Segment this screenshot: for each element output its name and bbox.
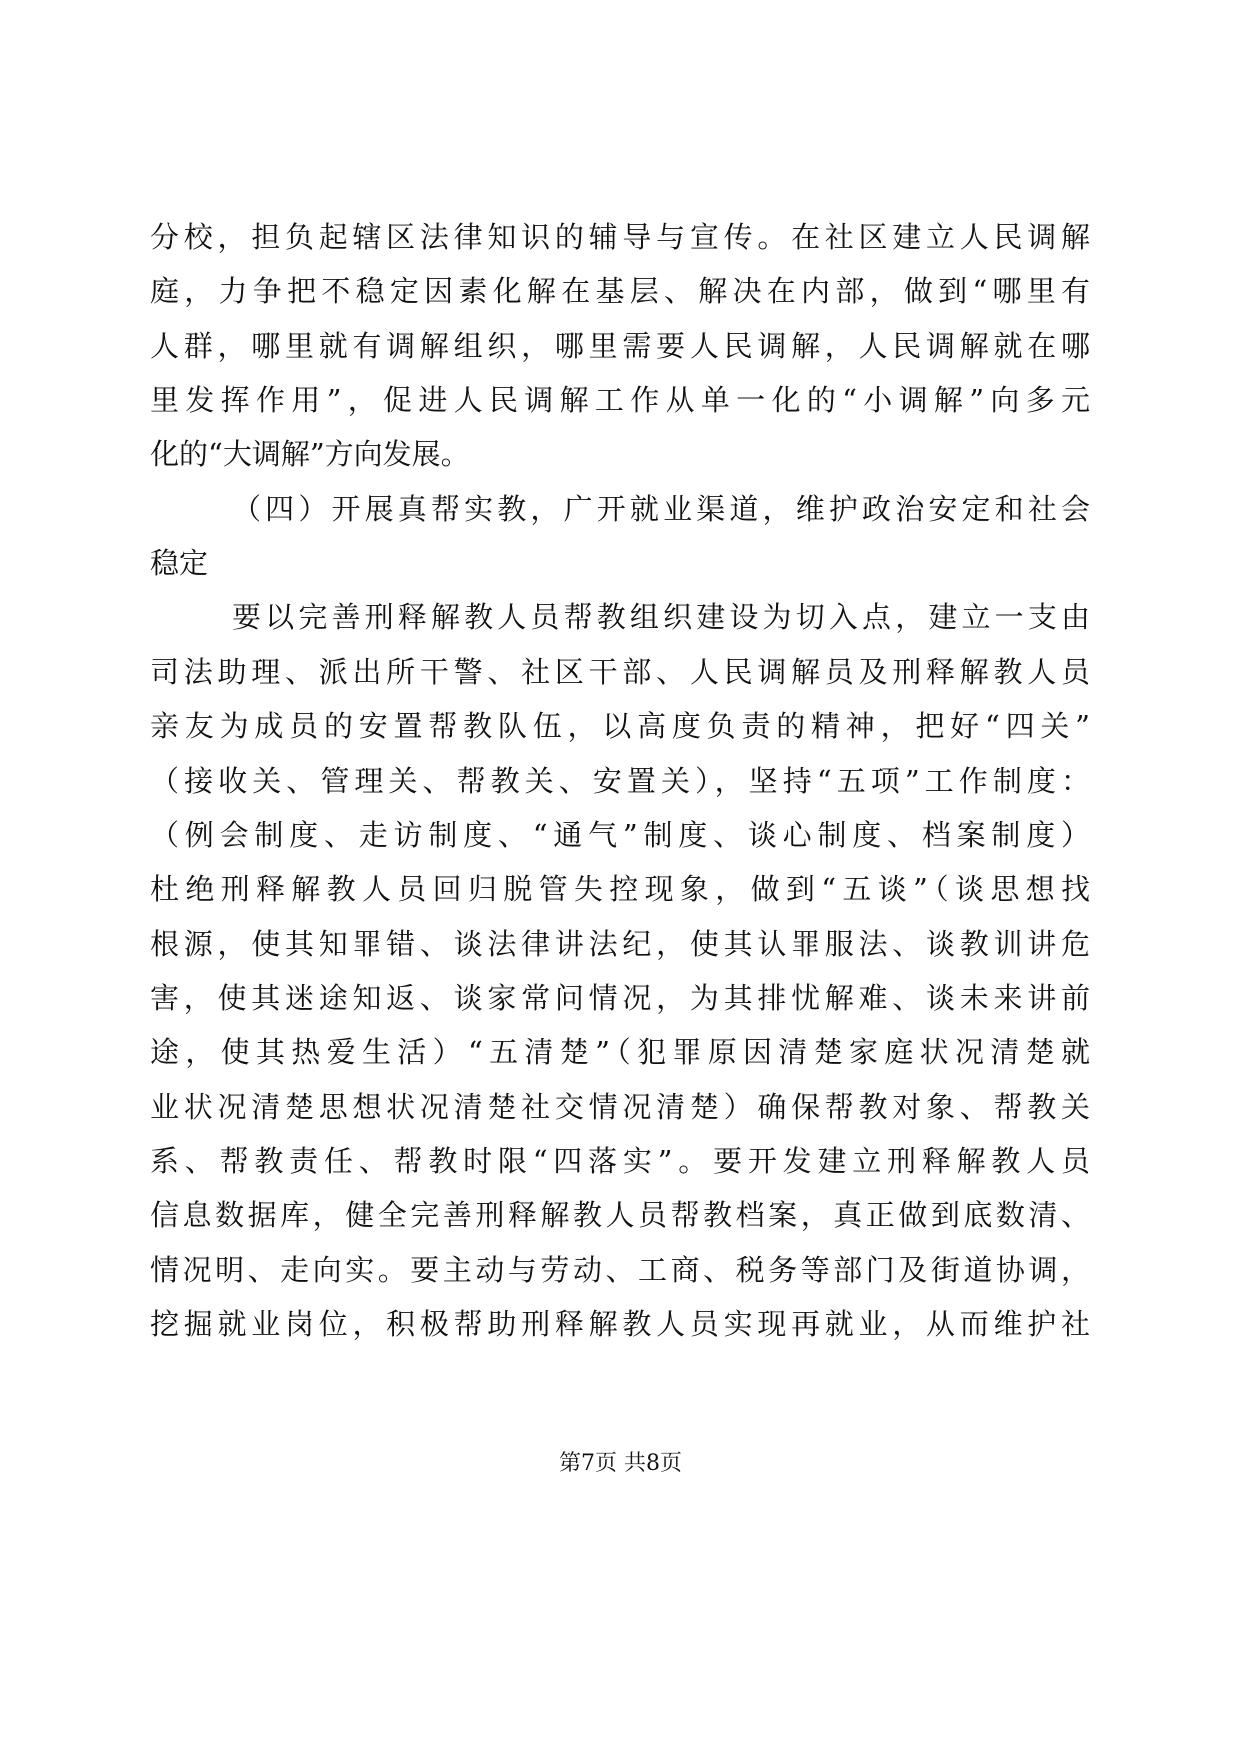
text-line: 化的“大调解”方向发展。 bbox=[150, 437, 470, 472]
text-line: 系、帮教责任、帮教时限“四落实”。要开发建立刑释解教人员 bbox=[150, 1143, 1090, 1178]
text-line: 亲友为成员的安置帮教队伍，以高度负责的精神，把好“四关” bbox=[150, 709, 1090, 744]
text-line: 人群，哪里就有调解组织，哪里需要人民调解，人民调解就在哪 bbox=[150, 328, 1090, 363]
page-footer: 第7页 共8页 bbox=[559, 1451, 682, 1476]
text-line: 害，使其迷途知返、谈家常问情况，为其排忧解难、谈未来讲前 bbox=[150, 980, 1090, 1015]
text-line: 里发挥作用”，促进人民调解工作从单一化的“小调解”向多元 bbox=[150, 383, 1090, 418]
text-line: 信息数据库，健全完善刑释解教人员帮教档案，真正做到底数清、 bbox=[150, 1198, 1090, 1233]
text-line: 要以完善刑释解教人员帮教组织建设为切入点，建立一支由 bbox=[232, 600, 1090, 635]
text-line: 分校，担负起辖区法律知识的辅导与宣传。在社区建立人民调解 bbox=[150, 220, 1090, 254]
text-line: 挖掘就业岗位，积极帮助刑释解教人员实现再就业，从而维护社 bbox=[150, 1307, 1090, 1341]
text-line: （四）开展真帮实教，广开就业渠道，维护政治安定和社会 bbox=[232, 491, 1090, 526]
text-line: 途，使其热爱生活）“五清楚”（犯罪原因清楚家庭状况清楚就 bbox=[150, 1035, 1090, 1070]
text-line: 业状况清楚思想状况清楚社交情况清楚）确保帮教对象、帮教关 bbox=[150, 1089, 1090, 1124]
text-line: 情况明、走向实。要主动与劳动、工商、税务等部门及街道协调， bbox=[150, 1252, 1090, 1287]
text-line: 司法助理、派出所干警、社区干部、人民调解员及刑释解教人员 bbox=[150, 654, 1090, 689]
text-line: （例会制度、走访制度、“通气”制度、谈心制度、档案制度） bbox=[150, 817, 1090, 852]
text-line: 根源，使其知罪错、谈法律讲法纪，使其认罪服法、谈教训讲危 bbox=[150, 926, 1090, 961]
text-line: 稳定 bbox=[150, 546, 209, 581]
text-line: 庭，力争把不稳定因素化解在基层、解决在内部，做到“哪里有 bbox=[150, 274, 1090, 309]
text-line: （接收关、管理关、帮教关、安置关），坚持“五项”工作制度： bbox=[150, 763, 1090, 798]
text-line: 杜绝刑释解教人员回归脱管失控现象，做到“五谈”（谈思想找 bbox=[150, 872, 1090, 907]
